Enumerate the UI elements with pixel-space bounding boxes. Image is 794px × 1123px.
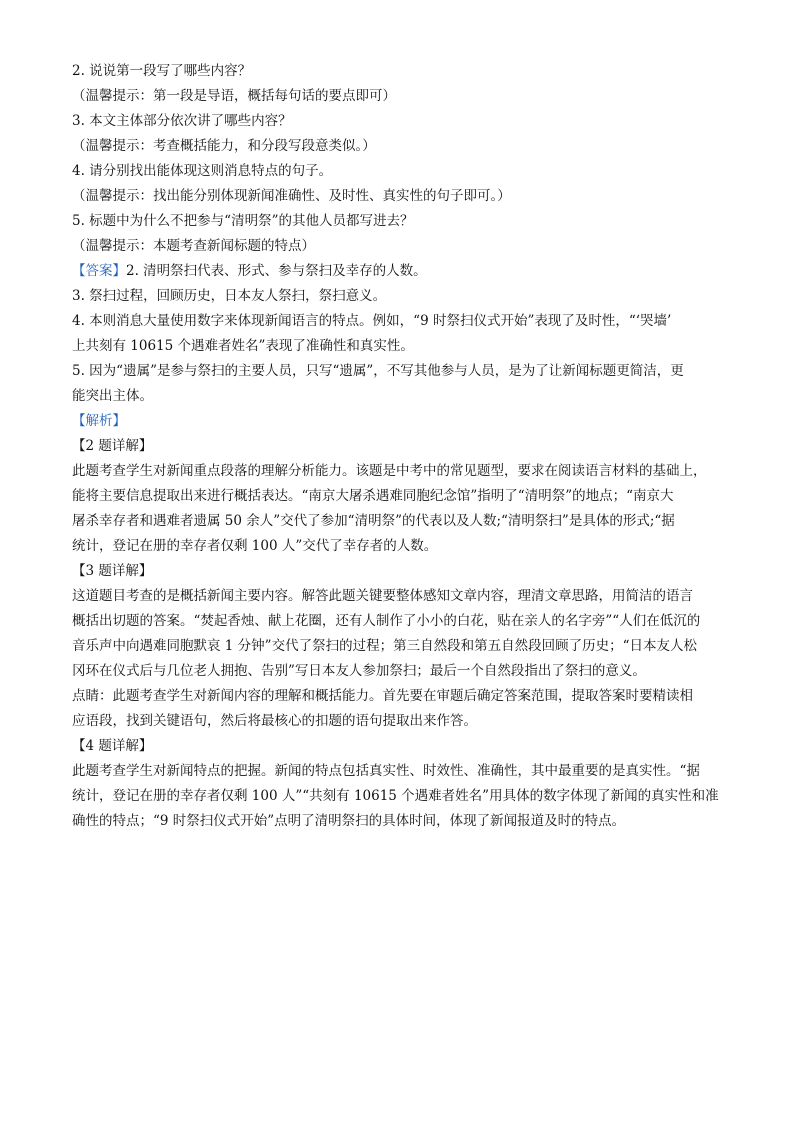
detail-2-heading: 【2 题详解】 bbox=[72, 438, 153, 454]
detail-3-line: 概括出切题的答案。“焚起香烛、献上花圈，还有人制作了小小的白花，贴在亲人的名字旁”“人们在低沉的 bbox=[72, 613, 701, 629]
answer-3: 3. 祭扫过程，回顾历史，日本友人祭扫，祭扫意义。 bbox=[72, 288, 387, 304]
hint-5: （温馨提示：本题考查新闻标题的特点） bbox=[72, 238, 315, 254]
detail-3-note-line: 点睛：此题考查学生对新闻内容的理解和概括能力。首先要在审题后确定答案范围，提取答案时要精读相 bbox=[72, 688, 693, 704]
detail-2-line: 统计，登记在册的幸存者仅剩 100 人”交代了幸存者的人数。 bbox=[72, 538, 438, 554]
answer-4 bbox=[72, 312, 722, 355]
answer-2: 2. 清明祭扫代表、形式、参与祭扫及幸存的人数。 bbox=[126, 263, 427, 279]
detail-4-line: 此题考查学生对新闻特点的把握。新闻的特点包括真实性、时效性、准确性，其中最重要的是真实性。“据 bbox=[72, 763, 700, 779]
question-3: 3. 本文主体部分依次讲了哪些内容？ bbox=[72, 113, 292, 129]
detail-3-line: 这道题目考查的是概括新闻主要内容。解答此题关键要整体感知文章内容，理清文章思路，用简洁的语言 bbox=[72, 588, 693, 604]
answer-5-line: 能突出主体。 bbox=[72, 388, 153, 404]
detail-2-line: 此题考查学生对新闻重点段落的理解分析能力。该题是中考中的常见题型，要求在阅读语言材料的基础上， bbox=[72, 463, 707, 479]
answer-tag: 【答案】 bbox=[72, 263, 126, 279]
question-2: 2. 说说第一段写了哪些内容？ bbox=[72, 63, 252, 79]
detail-4-line: 确性的特点；“9 时祭扫仪式开始”点明了清明祭扫的具体时间，体现了新闻报道及时的特点。 bbox=[72, 813, 626, 829]
hint-3: （温馨提示：考查概括能力，和分段写段意类似。） bbox=[72, 138, 376, 154]
detail-3-line: 冈环在仪式后与几位老人拥抱、告别”写日本友人参加祭扫；最后一个自然段指出了祭扫的意义。 bbox=[72, 663, 646, 679]
detail-4-heading: 【4 题详解】 bbox=[72, 738, 153, 754]
answer-5-line: 5. 因为“遗属”是参与祭扫的主要人员，只写“遗属”，不写其他参与人员，是为了让新闻标题更简洁，更 bbox=[72, 363, 684, 379]
hint-4: （温馨提示：找出能分别体现新闻准确性、及时性、真实性的句子即可。） bbox=[72, 188, 511, 204]
detail-3-note bbox=[72, 687, 722, 730]
detail-2-body bbox=[72, 462, 722, 555]
answer-2-line bbox=[72, 262, 722, 280]
hint-2: （温馨提示：第一段是导语，概括每句话的要点即可） bbox=[72, 88, 396, 104]
question-4: 4. 请分别找出能体现这则消息特点的句子。 bbox=[72, 163, 333, 179]
detail-2-line: 能将主要信息提取出来进行概括表达。“南京大屠杀遇难同胞纪念馆”指明了“清明祭”的地点；“南京大 bbox=[72, 488, 674, 504]
analysis-section bbox=[72, 412, 722, 830]
document-page bbox=[72, 62, 722, 837]
detail-3-line: 音乐声中向遇难同胞默哀 1 分钟”交代了祭扫的过程；第三自然段和第五自然段回顾了历史；“日本友人松 bbox=[72, 638, 697, 654]
detail-3-note-line: 应语段，找到关键语句，然后将最核心的扣题的语句提取出来作答。 bbox=[72, 713, 477, 729]
detail-4-body bbox=[72, 762, 722, 830]
answer-5 bbox=[72, 362, 722, 405]
answer-4-line: 上共刻有 10615 个遇难者姓名”表现了准确性和真实性。 bbox=[72, 338, 414, 354]
answer-4-line: 4. 本则消息大量使用数字来体现新闻语言的特点。例如，“9 时祭扫仪式开始”表现了及时性，“‘哭墙’ bbox=[72, 313, 672, 329]
detail-2-line: 屠杀幸存者和遇难者遗属 50 余人”交代了参加“清明祭”的代表以及人数;“清明祭扫”是具体的形式;“据 bbox=[72, 513, 675, 529]
detail-4-line: 统计，登记在册的幸存者仅剩 100 人”“共刻有 10615 个遇难者姓名”用具体的数字体现了新闻的真实性和准 bbox=[72, 788, 719, 804]
detail-3-heading: 【3 题详解】 bbox=[72, 563, 153, 579]
analysis-tag: 【解析】 bbox=[72, 413, 126, 429]
detail-3-body bbox=[72, 587, 722, 680]
answer-section bbox=[72, 262, 722, 405]
question-5: 5. 标题中为什么不把参与“清明祭”的其他人员都写进去？ bbox=[72, 213, 414, 229]
question-list bbox=[72, 62, 722, 255]
